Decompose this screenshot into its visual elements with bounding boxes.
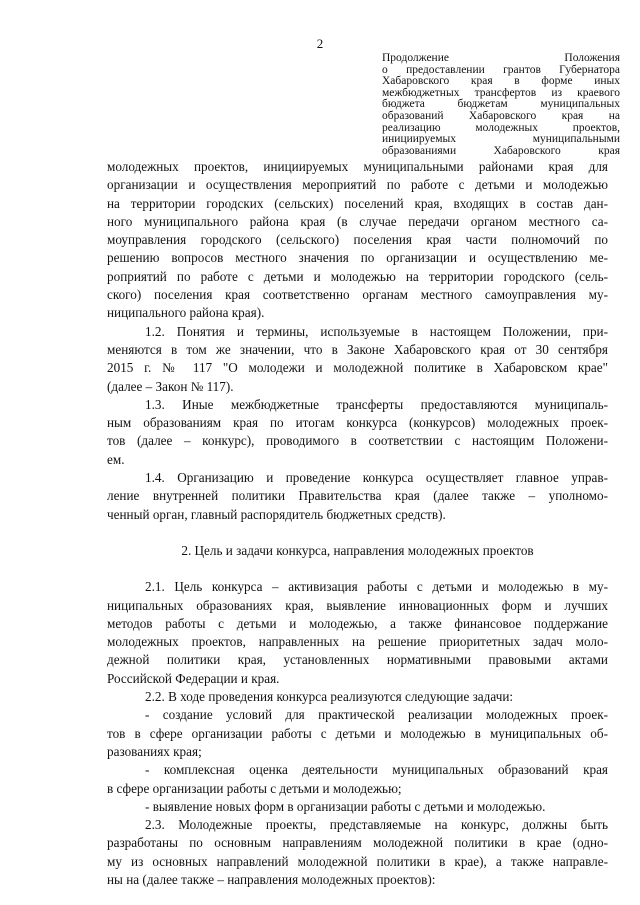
body-line: Российской Федерации и края. [107, 670, 280, 686]
body-line: ского) поселения края соответственно органам местного самоуправления му- [107, 287, 608, 303]
document-body [107, 158, 608, 889]
header-note-line: образований Хабаровского края на [382, 109, 620, 122]
body-line: 2.1. Цель конкурса – активизация работы с детьми и молодежью в му- [145, 579, 608, 595]
header-note-line: реализацию молодежных проектов, [382, 121, 620, 134]
body-line: (далее – Закон № 117). [107, 378, 234, 394]
header-note-line: о предоставлении грантов Губернатора [382, 63, 620, 76]
body-line: - создание условий для практической реализации молодежных проек- [145, 707, 608, 723]
body-line: ление внутренней политики Правительства края (далее также – уполномо- [107, 488, 608, 504]
body-line: - комплексная оценка деятельности муниципальных образований края [145, 762, 608, 778]
header-note-line: Хабаровского края в форме иных [382, 75, 620, 88]
body-line: моуправления городского (сельского) поселения края части полномочий по [107, 232, 608, 248]
body-line: 2015 г. № 117 "О молодежи и молодежной политике в Хабаровском крае" [107, 360, 608, 376]
body-line: 2.3. Молодежные проекты, представляемые на конкурс, должны быть [145, 817, 608, 833]
header-note-line: межбюджетных трансфертов из краевого [382, 86, 620, 99]
body-line: в сфере организации работы с детьми и молодежью; [107, 780, 402, 796]
body-line: 1.2. Понятия и термины, используемые в настоящем Положении, при- [145, 323, 608, 339]
body-line: ны на (далее также – направления молодежных проектов): [107, 871, 436, 887]
body-line: методов работы с детьми и молодежью, а также финансовое поддержание [107, 615, 608, 631]
body-line: разработаны по основным направлениям молодежной политики в крае (одно- [107, 835, 608, 851]
header-note-line: бюджета бюджетам муниципальных [382, 98, 620, 111]
body-line: молодежных проектов, направленных на решение приоритетных задач моло- [107, 634, 608, 650]
body-line: 1.3. Иные межбюджетные трансферты предоставляются муниципаль- [145, 396, 608, 412]
body-line: ченный орган, главный распорядитель бюджетных средств). [107, 506, 446, 522]
body-line: му из основных направлений молодежной политики в крае), а также направле- [107, 853, 608, 869]
body-line: тов в сфере организации работы с детьми и молодежью в муниципальных об- [107, 725, 608, 741]
header-note-line: образованиями Хабаровского края [382, 144, 620, 157]
body-line: ниципального района края). [107, 305, 265, 321]
body-line: разованиях края; [107, 743, 202, 759]
page-number: 2 [316, 36, 324, 51]
body-line: решению вопросов местного значения по организации и осуществлению ме- [107, 250, 608, 266]
body-line: ного муниципального района края (в случае передачи органом местного са- [107, 213, 608, 229]
body-line: тов (далее – конкурс), проводимого в соответствии с настоящим Положени- [107, 433, 608, 449]
body-line: молодежных проектов, инициируемых муниципальными районами края для [107, 159, 608, 174]
header-note [382, 53, 620, 157]
body-line: организации и осуществления мероприятий по работе с детьми и молодежью [107, 177, 608, 193]
section-heading: 2. Цель и задачи конкурса, направления молодежных проектов [181, 542, 534, 558]
body-line: ниципальных образованиях края, выявление инновационных форм и лучших [107, 597, 608, 613]
body-line: роприятий по работе с детьми и молодежью на территории городского (сель- [107, 268, 608, 284]
body-line: - выявление новых форм в организации работы с детьми и молодежью. [145, 798, 546, 814]
body-line: 2.2. В ходе проведения конкурса реализуются следующие задачи: [145, 689, 514, 705]
body-line: ем. [107, 451, 125, 467]
header-note-line: инициируемых муниципальными [382, 133, 620, 146]
body-line: дежной политики края, установленных нормативными правовыми актами [107, 652, 608, 668]
body-line: на территории городских (сельских) поселений края, входящих в состав дан- [107, 195, 608, 211]
body-line: меняются в том же значении, что в Законе Хабаровского края от 30 сентября [107, 341, 608, 357]
header-note-line: Продолжение Положения [382, 52, 620, 64]
body-line: ным образованиям края по итогам конкурса (конкурсов) молодежных проек- [107, 415, 608, 431]
body-line: 1.4. Организацию и проведение конкурса осуществляет главное управ- [145, 470, 608, 486]
